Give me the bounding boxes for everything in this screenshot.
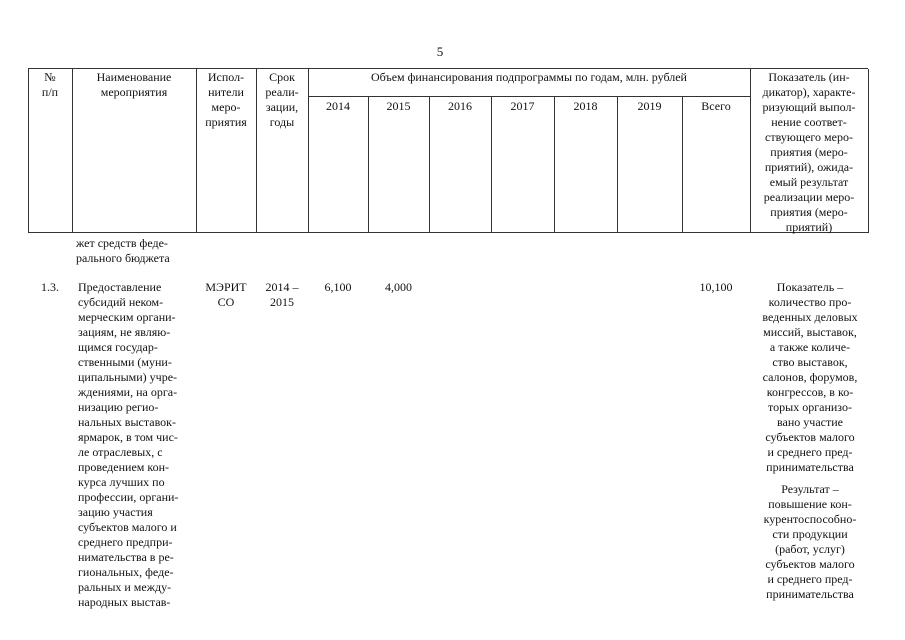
row-name-line: народных выстав- [78, 595, 171, 609]
row-indicator-line: субъектов малого [765, 430, 855, 444]
row-name-line: проведением кон- [78, 460, 170, 474]
continuation-text [76, 236, 196, 266]
header-executor [196, 70, 256, 130]
row-indicator-line: и среднего пред- [767, 445, 853, 459]
row-executor-line: МЭРИТ [205, 280, 247, 294]
row-name-line: мерческим органи- [78, 310, 176, 324]
row-name-line: ждениями, на орга- [78, 385, 178, 399]
row-indicator-line: количество про- [768, 295, 852, 309]
row-name-line: ственными (муни- [78, 355, 172, 369]
header-year-2014: 2014 [326, 99, 350, 113]
header-indicator-line: ствующего меро- [765, 130, 853, 144]
row-name-line: субъектов малого и [78, 520, 177, 534]
row-name-line: низацию регио- [78, 400, 159, 414]
header-indicator-line: приятия (меро- [770, 145, 848, 159]
header-number-line: № [44, 70, 56, 84]
row-name-line: ярмарок, в том чис- [78, 430, 178, 444]
header-indicator-line: приятия (меро- [770, 205, 848, 219]
header-total: Всего [701, 99, 731, 113]
header-indicator-line: емый результат [769, 175, 849, 189]
header-name [72, 70, 196, 100]
header-number [28, 70, 72, 100]
row-result-line: Результат – [781, 482, 839, 496]
continuation-line: жет средств феде- [76, 236, 168, 250]
header-indicator-line: Показатель (ин- [768, 70, 850, 84]
row-result-line: сти продукции [772, 527, 848, 541]
row-indicator-line: принимательства [766, 460, 854, 474]
row-indicator-line: салонов, форумов, [762, 370, 858, 384]
row-name-line: ле отраслевых, с [78, 445, 163, 459]
row-executor [196, 280, 256, 310]
row-term-line: 2014 – [265, 280, 299, 294]
header-indicator-line: дикатор), характе- [762, 85, 856, 99]
header-year-2015: 2015 [386, 99, 411, 113]
row-name-line: среднего предпри- [78, 535, 173, 549]
row-indicator-line: миссий, выставок, [763, 325, 857, 339]
row-name [78, 280, 192, 610]
row-indicator [754, 280, 866, 475]
header-year-2019: 2019 [637, 99, 662, 113]
header-executor-line: Испол- [207, 70, 245, 84]
header-indicator-line: ризующий выпол- [762, 100, 856, 114]
row-name-line: курса лучших по [78, 475, 165, 489]
header-term-line: годы [269, 115, 295, 129]
row-indicator-line: Показатель – [776, 280, 844, 294]
header-executor-line: меро- [211, 100, 241, 114]
header-indicator-line: приятий) [785, 220, 833, 234]
row-name-line: нальных выставок- [78, 415, 176, 429]
row-indicator-line: ство выставок, [772, 355, 848, 369]
header-indicator-line: нение соответ- [771, 115, 847, 129]
row-number: 1.3. [41, 280, 59, 294]
row-name-line: зацию участия [78, 505, 153, 519]
row-term-line: 2015 [270, 295, 294, 309]
row-indicator-line: веденных деловых [762, 310, 858, 324]
row-result [754, 482, 866, 602]
row-result-line: курентоспособно- [763, 512, 857, 526]
row-name-line: ципальными) учре- [78, 370, 178, 384]
row-result-line: субъектов малого [765, 557, 855, 571]
row-value-2014: 6,100 [324, 280, 352, 294]
row-name-line: субсидий неком- [78, 295, 164, 309]
header-term [256, 70, 308, 130]
row-name-line: щимся государ- [78, 340, 158, 354]
row-value-total: 10,100 [699, 280, 733, 294]
row-name-line: нимательства в ре- [78, 550, 174, 564]
row-name-line: ральных и между- [78, 580, 172, 594]
header-year-2017: 2017 [510, 99, 535, 113]
header-name-line: мероприятия [100, 85, 168, 99]
header-executor-line: нители [208, 85, 244, 99]
header-term-line: Срок [269, 70, 295, 84]
row-name-line: зациям, не являю- [78, 325, 171, 339]
row-result-line: принимательства [766, 587, 854, 601]
header-indicator-line: реализации меро- [763, 190, 855, 204]
row-result-line: повышение кон- [768, 497, 852, 511]
page-number: 5 [436, 44, 444, 59]
header-year-2018: 2018 [573, 99, 598, 113]
header-executor-line: приятия [205, 115, 247, 129]
row-term [256, 280, 308, 310]
header-term-line: зации, [265, 100, 299, 114]
row-name-line: гиональных, феде- [78, 565, 174, 579]
row-indicator-line: а также количе- [769, 340, 851, 354]
row-name-line: профессии, органи- [78, 490, 179, 504]
header-indicator [750, 70, 868, 235]
row-value-2015: 4,000 [385, 280, 412, 294]
row-result-line: и среднего пред- [767, 572, 853, 586]
header-number-line: п/п [41, 85, 59, 99]
row-name-line: Предоставление [78, 280, 162, 294]
row-indicator-line: конгрессов, в ко- [766, 385, 854, 399]
header-term-line: реали- [265, 85, 299, 99]
row-indicator-line: торых организо- [768, 400, 852, 414]
row-result-line: (работ, услуг) [775, 542, 845, 556]
header-funding: Объем финансирования подпрограммы по годам, млн. рублей [371, 70, 687, 84]
row-executor-line: СО [217, 295, 235, 309]
header-indicator-line: приятий), ожида- [764, 160, 854, 174]
header-name-line: Наименование [96, 70, 172, 84]
row-indicator-line: вано участие [777, 415, 843, 429]
header-year-2016: 2016 [448, 99, 472, 113]
continuation-line: рального бюджета [76, 251, 170, 265]
